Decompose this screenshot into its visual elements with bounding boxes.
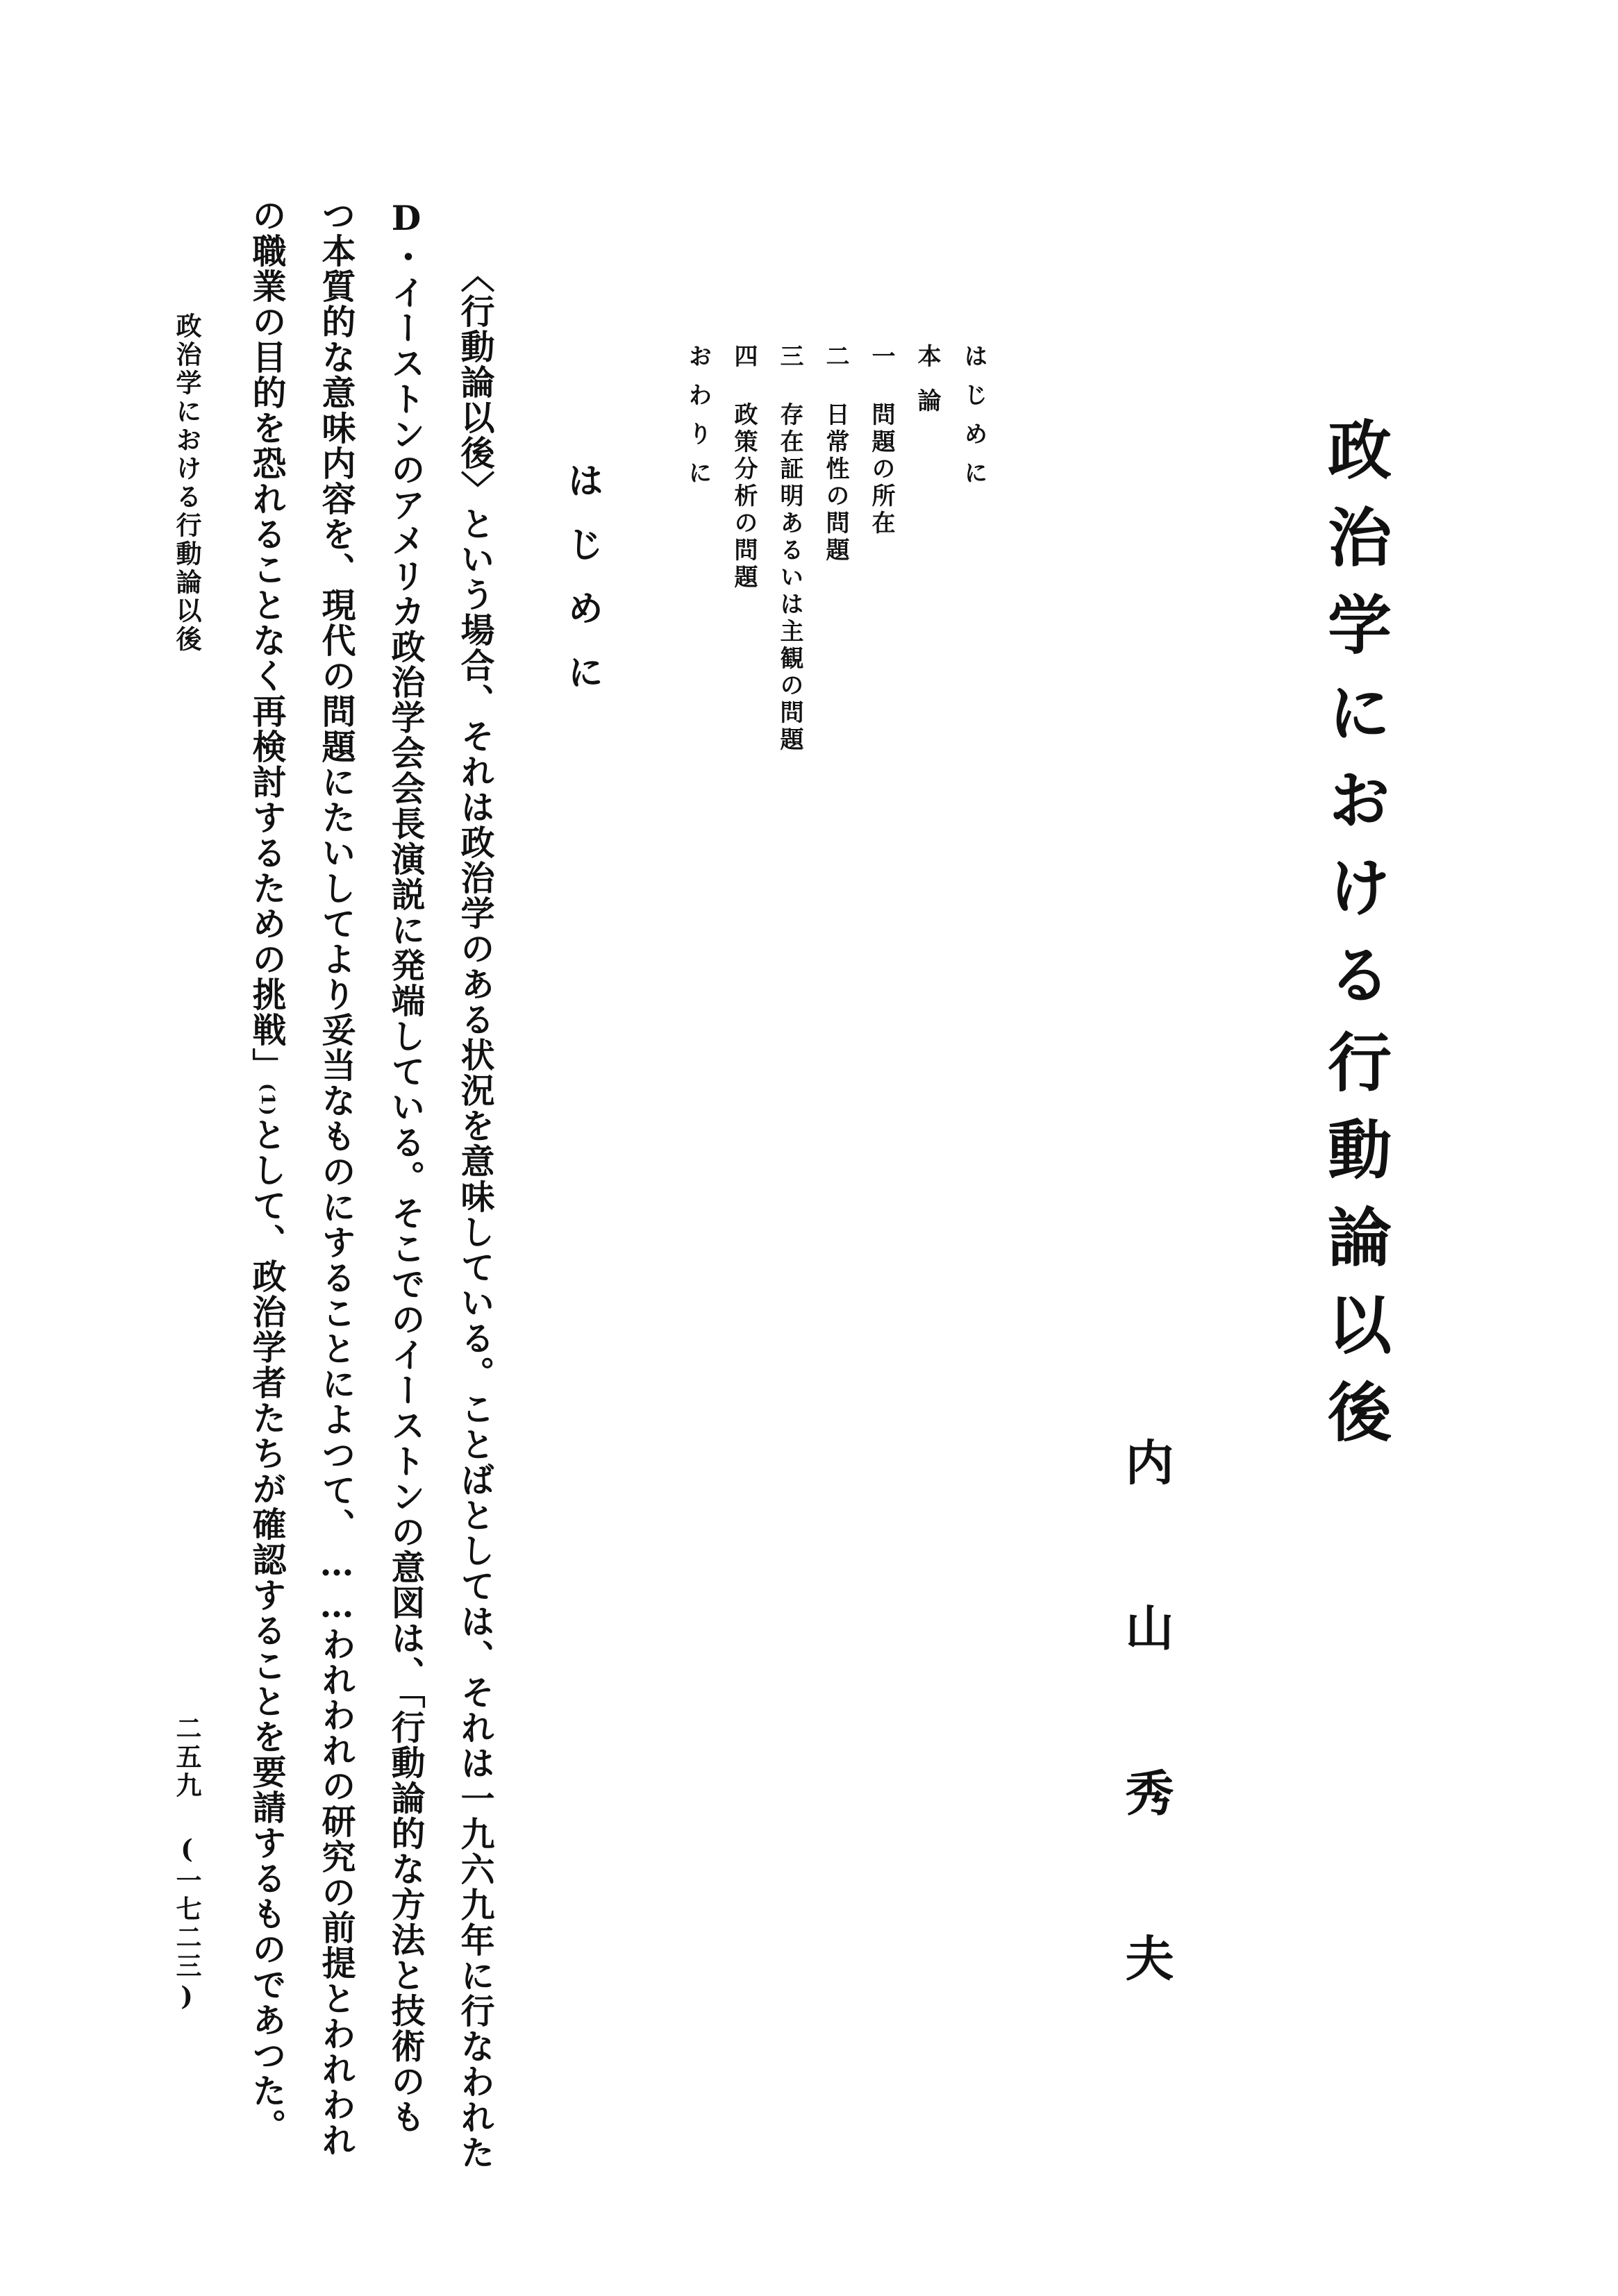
body-column-3: つ本質的な意味内容を、現代の問題にたいしてより妥当なものにすることによつて、……われわれの研究の前提とわれわれ bbox=[317, 198, 357, 2158]
section-heading: はじめに bbox=[561, 462, 603, 717]
toc-item-main: 本論 bbox=[913, 344, 941, 433]
body-column-5-text: として、政治学者たちが確認することを要請するものであつた。 bbox=[247, 1116, 287, 2144]
body-column-4 bbox=[247, 198, 287, 2144]
toc-item-3: 三 存在証明あるいは主観の問題 bbox=[776, 344, 803, 754]
toc-item-2: 二 日常性の問題 bbox=[821, 344, 849, 564]
toc-item-conclusion: おわりに bbox=[684, 344, 712, 499]
toc-item-4: 四 政策分析の問題 bbox=[730, 344, 758, 592]
running-header: 政治学における行動論以後 bbox=[172, 312, 202, 654]
toc-item-introduction: はじめに bbox=[960, 344, 987, 499]
body-column-1: 〈行動論以後〉という場合、それは政治学のある状況を意味している。ことばとしては、それは一九六九年に行なわれた bbox=[456, 258, 496, 2170]
footnote-marker: (1) bbox=[257, 1083, 278, 1117]
author-name: 内山秀夫 bbox=[1117, 1437, 1175, 2098]
toc-item-1: 一 問題の所在 bbox=[867, 344, 895, 537]
body-column-4-text: の職業の目的を恐れることなく再検討するための挑戦」 bbox=[247, 198, 287, 1083]
page-number: 二五九 (一七二三) bbox=[172, 1715, 202, 2014]
body-column-2: D・イーストンのアメリカ政治学会会長演説に発端している。そこでのイーストンの意図は、「行動論的な方法と技術のも bbox=[386, 198, 426, 2135]
paper-title: 政治学における行動論以後 bbox=[1317, 417, 1392, 1466]
